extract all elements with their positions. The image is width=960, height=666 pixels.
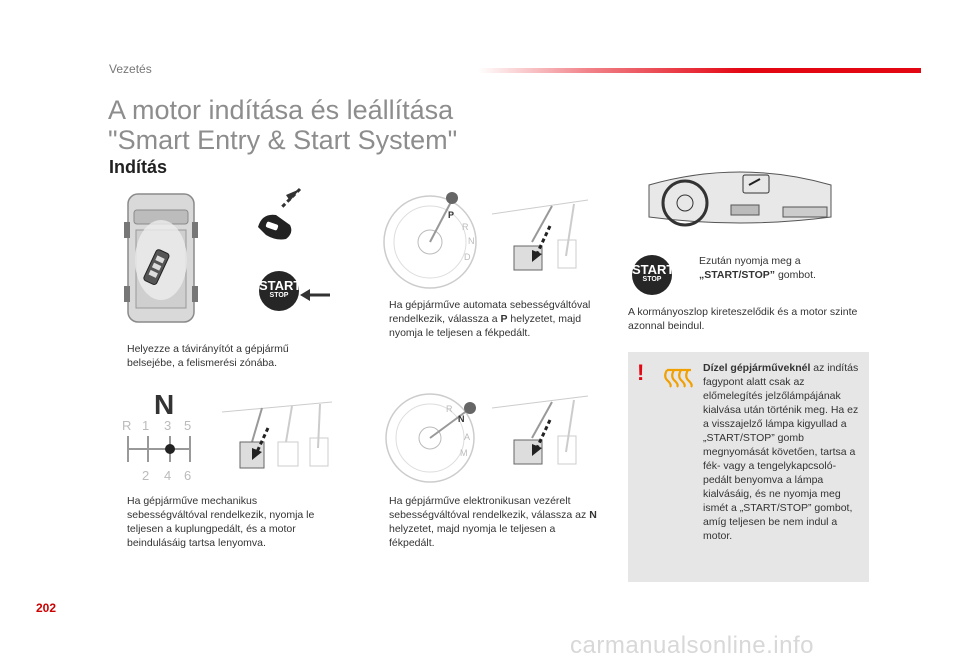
bullet-electronic-text-a: Ha gépjárműve elektronikusan vezérelt sebességváltóval rendelkezik, válassza az — [389, 495, 590, 521]
bullet-manual — [109, 494, 334, 550]
gear-label-2: 2 — [142, 468, 150, 483]
warning-exclamation-icon: ! — [637, 360, 645, 385]
start-label-small: START — [632, 262, 675, 277]
gear-label-1: 1 — [142, 418, 150, 433]
electronic-gear-dial-illustration — [380, 388, 480, 484]
bullet-electronic-key: N — [589, 509, 597, 521]
page-title-line1: A motor indítása és leállítása — [108, 95, 454, 125]
page-number: 202 — [36, 601, 57, 615]
bullet-electronic-text-b: helyzetet, majd nyomja le teljesen a fékpedált. — [389, 523, 556, 549]
page-title — [108, 95, 457, 155]
bullet-start-key: „START/STOP” — [699, 269, 776, 281]
bullet-remote-text: Helyezze a távirányítót a gépjármű belsejébe, a felismerési zónába. — [127, 343, 289, 369]
gear-label-4: 4 — [164, 468, 172, 483]
bullet-automatic-text-b: helyzetet, majd nyomja le teljesen a fékpedált. — [389, 313, 582, 339]
bullet-automatic-text-a: Ha gépjárműve automata sebességváltóval rendelkezik, válassza a — [389, 299, 591, 325]
stop-label: STOP — [269, 292, 289, 299]
gear-label-3: 3 — [164, 418, 172, 433]
gear-label-5: 5 — [184, 418, 192, 433]
section-header: Vezetés — [109, 62, 152, 76]
gear-label-a: A — [464, 432, 471, 442]
brake-pedal-auto-illustration — [492, 196, 592, 276]
header-accent-bar — [478, 68, 921, 73]
watermark: carmanualsonline.info — [570, 632, 814, 659]
gear-label-n-electronic: N — [458, 414, 465, 424]
remote-key-icon — [252, 185, 312, 245]
gear-label-6: 6 — [184, 468, 192, 483]
bullet-manual-text: Ha gépjárműve mechanikus sebességváltóval rendelkezik, nyomja le teljesen a kuplungpedált, és a motor beindulásáig tartsa lenyomva. — [127, 495, 315, 549]
glow-plug-icon — [664, 367, 694, 389]
clutch-pedal-manual-illustration — [222, 398, 336, 474]
warning-title: Dízel gépjárműveknél — [703, 362, 811, 374]
bullet-remote — [109, 342, 314, 370]
gear-label-p: P — [448, 210, 455, 220]
page-title-line2: "Smart Entry & Start System" — [108, 125, 458, 155]
gear-label-n: N — [468, 236, 475, 246]
arrow-left-icon — [300, 288, 332, 302]
brake-pedal-electronic-illustration — [492, 392, 592, 472]
car-top-view-illustration — [122, 190, 202, 330]
start-label: START — [259, 278, 302, 293]
warning-text — [703, 361, 863, 543]
bullet-start — [681, 254, 851, 282]
bullet-automatic — [371, 298, 601, 340]
bullet-start-text-b: gombot. — [775, 269, 816, 281]
start-stop-button-icon — [259, 271, 302, 311]
warning-box — [628, 352, 869, 582]
manual-gear-diagram-illustration — [118, 384, 210, 484]
stop-label-small: STOP — [642, 276, 662, 283]
gear-label-d: D — [464, 252, 471, 262]
dashboard-illustration — [645, 165, 835, 233]
start-stop-button-small-icon — [632, 255, 675, 295]
gear-label-r-electronic: R — [446, 404, 453, 414]
section-subtitle: Indítás — [109, 157, 168, 177]
gear-label-r: R — [462, 222, 469, 232]
info-text: A kormányoszlop kireteszelődik és a motor szinte azonnal beindul. — [628, 306, 858, 332]
gear-label-r-manual: R — [122, 418, 132, 433]
gear-label-big-n: N — [154, 389, 175, 420]
bullet-electronic — [371, 494, 601, 550]
bullet-automatic-key: P — [500, 313, 508, 325]
bullet-start-text-a: Ezután nyomja meg a — [699, 255, 801, 267]
warning-body: az indítás fagypont alatt csak az előmelegítés jelzőlámpájának kialvása után történik meg. Ha ez a visszajelző lámpa kigyullad a „START/STOP” gomb megnyomását követően, tartsa a fék- vagy a tengelykapcsoló-pedált benyomva a lámpa kialvásáig, és ne nyomja meg ismét a „START/STOP” gombot, amíg teljesen be nem indul a motor. — [703, 362, 859, 542]
auto-gear-dial-illustration — [380, 190, 480, 290]
gear-label-m: M — [460, 448, 468, 458]
